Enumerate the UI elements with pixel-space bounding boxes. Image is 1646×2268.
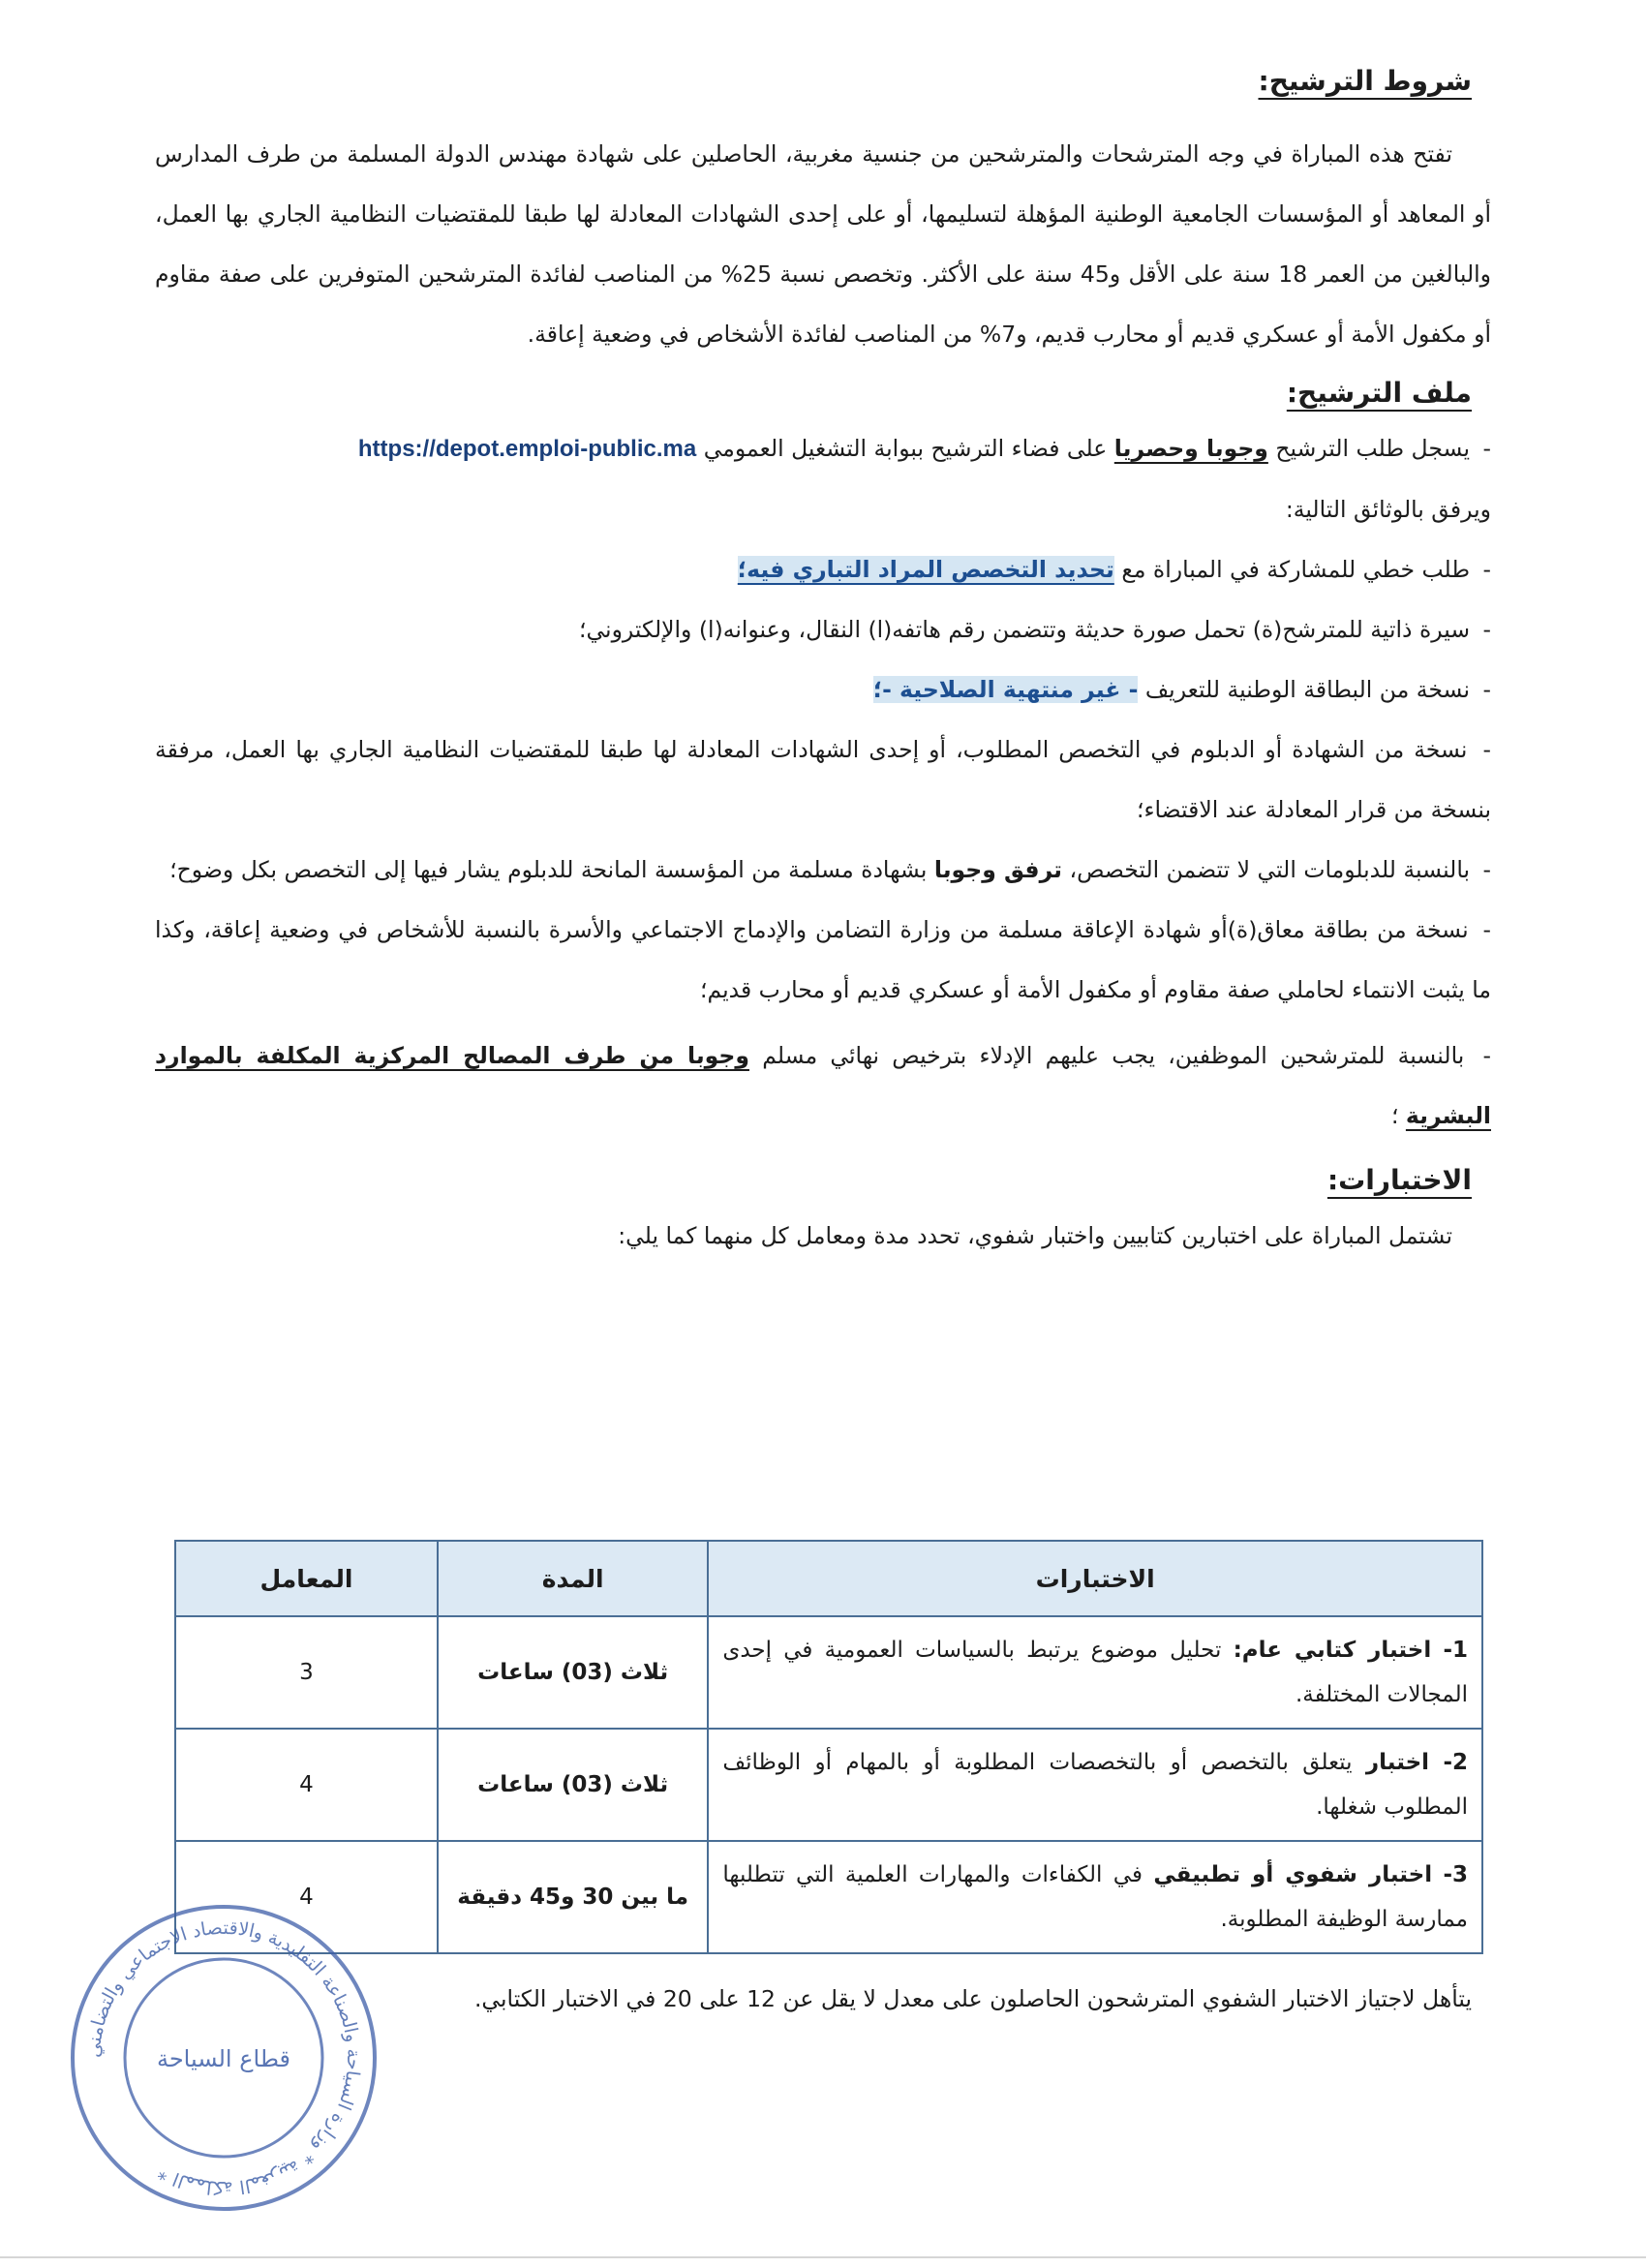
header-coef: المعامل — [175, 1541, 438, 1616]
file-intro-attachments: ويرفق بالوثائق التالية: — [1285, 496, 1491, 523]
exams-intro: تشتمل المباراة على اختبارين كتابيين واختبار شفوي، تحدد مدة ومعامل كل منهما كما يلي: — [618, 1222, 1452, 1249]
exam-description — [708, 1616, 1482, 1729]
official-stamp — [66, 1900, 381, 2216]
exam-number: 2- — [1443, 1750, 1469, 1775]
exam-title: اختبار شفوي أو تطبيقي — [1153, 1862, 1433, 1887]
file-item-4: - نسخة من الشهادة أو الدبلوم في التخصص المطلوب، أو إحدى الشهادات المعادلة لها طبقا للمقتضيات النظامية الجاري بها العمل، مرفقة بنسخة من قرار المعادلة عند الاقتضاء؛ — [155, 736, 1491, 823]
file-item-5-text-a: بالنسبة للدبلومات التي لا تتضمن التخصص، — [1069, 856, 1471, 883]
file-item-5: - بالنسبة للدبلومات التي لا تتضمن التخصص، ترفق وجوبا بشهادة مسلمة من المؤسسة المانحة للدبلوم يشار فيها إلى التخصص بكل وضوح؛ — [169, 856, 1491, 883]
header-exam: الاختبارات — [708, 1541, 1482, 1616]
document-body — [155, 56, 1491, 1266]
exam-detail: في الكفاءات والمهارات العلمية التي تتطلبها ممارسة الوظيفة المطلوبة. — [722, 1862, 1468, 1932]
exams-footnote: يتأهل لاجتياز الاختبار الشفوي المترشحون الحاصلون على معدل لا يقل عن 12 على 20 في الاختبار الكتابي. — [473, 1985, 1472, 2012]
file-item-3-text: نسخة من البطاقة الوطنية للتعريف — [1144, 676, 1471, 703]
exam-duration: ثلاث (03) ساعات — [438, 1616, 708, 1729]
file-item-7-text-a: بالنسبة للمترشحين الموظفين، يجب عليهم الإدلاء بترخيص نهائي مسلم — [762, 1042, 1465, 1069]
exam-coefficient: 4 — [175, 1841, 438, 1953]
exam-duration: ثلاث (03) ساعات — [438, 1729, 708, 1841]
file-item-4-text: نسخة من الشهادة أو الدبلوم في التخصص المطلوب، أو إحدى الشهادات المعادلة لها طبقا للمقتضيات النظامية الجاري بها العمل، مرفقة بنسخة من قرار المعادلة عند الاقتضاء؛ — [155, 736, 1491, 823]
exam-title: اختبار — [1365, 1750, 1430, 1775]
file-item-6-text: نسخة من بطاقة معاق(ة)أو شهادة الإعاقة مسلمة من وزارة التضامن والإدماج الاجتماعي والأسرة بالنسبة للأشخاص في وضعية إعاقة، وكذا ما يثبت الانتماء لحاملي صفة مقاوم أو مكفول الأمة أو عسكري قديم أو محارب قديم؛ — [155, 916, 1491, 1003]
conditions-heading: شروط الترشيح: — [1258, 65, 1472, 97]
file-item-6: - نسخة من بطاقة معاق(ة)أو شهادة الإعاقة مسلمة من وزارة التضامن والإدماج الاجتماعي والأسرة بالنسبة للأشخاص في وضعية إعاقة، وكذا ما يثبت الانتماء لحاملي صفة مقاوم أو مكفول الأمة أو عسكري قديم أو محارب قديم؛ — [155, 916, 1491, 1003]
file-intro-text-c: على فضاء الترشيح ببوابة التشغيل العمومي — [703, 435, 1108, 462]
exam-description — [708, 1729, 1482, 1841]
exams-table — [174, 1540, 1483, 1954]
file-item-1-highlight: تحديد التخصص المراد التباري فيه؛ — [737, 556, 1114, 583]
exam-duration: ما بين 30 و45 دقيقة — [438, 1841, 708, 1953]
file-intro-text-a: يسجل طلب الترشيح — [1275, 435, 1471, 462]
table-row — [175, 1729, 1482, 1841]
stamp-center-text: قطاع السياحة — [156, 2045, 291, 2072]
file-item-1: - طلب خطي للمشاركة في المباراة مع تحديد التخصص المراد التباري فيه؛ — [737, 556, 1491, 583]
stamp-ring-path: المملكة المغربية * وزارة السياحة والصناعة التقليدية والاقتصاد الاجتماعي والتضامني * — [82, 1916, 365, 2199]
file-heading: ملف الترشيح: — [1286, 377, 1472, 409]
file-item-1-text: طلب خطي للمشاركة في المباراة مع — [1121, 556, 1471, 583]
file-item-7-text-c: ؛ — [1390, 1102, 1399, 1129]
exam-title: اختبار كتابي عام: — [1233, 1638, 1432, 1663]
file-item-3: - نسخة من البطاقة الوطنية للتعريف - غير منتهية الصلاحية -؛ — [872, 676, 1491, 703]
conditions-paragraph: تفتح هذه المباراة في وجه المترشحات والمترشحين من جنسية مغربية، الحاصلين على شهادة مهندس الدولة المسلمة من طرف المدارس أو المعاهد أو المؤسسات الجامعية الوطنية المؤهلة لتسليمها، أو على إحدى الشهادات المعادلة لها طبقا للمقتضيات النظامية الجاري بها العمل، والبالغين من العمر 18 سنة على الأقل و45 سنة على الأكثر. وتخصص نسبة 25% من المناصب لفائدة المترشحين المتوفرين على صفة مقاوم أو مكفول الأمة أو عسكري قديم أو محارب قديم، و7% من المناصب لفائدة الأشخاص في وضعية إعاقة. — [155, 140, 1491, 348]
file-item-3-highlight: - غير منتهية الصلاحية -؛ — [872, 676, 1139, 703]
page-bottom-border — [0, 2256, 1646, 2258]
exam-detail: تحليل موضوع يرتبط بالسياسات العمومية في إحدى المجالات المختلفة. — [722, 1638, 1468, 1707]
exam-description — [708, 1841, 1482, 1953]
file-item-7-emphasis: وجوبا من طرف المصالح المركزية المكلفة بالموارد البشرية — [155, 1042, 1491, 1129]
file-item-5-emphasis: ترفق وجوبا — [933, 856, 1063, 883]
header-duration: المدة — [438, 1541, 708, 1616]
exam-coefficient: 3 — [175, 1616, 438, 1729]
exam-number: 3- — [1443, 1862, 1468, 1887]
file-item-7: - بالنسبة للمترشحين الموظفين، يجب عليهم الإدلاء بترخيص نهائي مسلم وجوبا من طرف المصالح المركزية المكلفة بالموارد البشرية ؛ — [155, 1042, 1491, 1129]
file-intro: - يسجل طلب الترشيح وجوبا وحصريا على فضاء الترشيح ببوابة التشغيل العمومي https://depot.emploi-public.ma — [357, 435, 1491, 462]
file-item-5-text-c: بشهادة مسلمة من المؤسسة المانحة للدبلوم يشار فيها إلى التخصص بكل وضوح؛ — [169, 856, 928, 883]
file-item-2: - سيرة ذاتية للمترشح(ة) تحمل صورة حديثة وتتضمن رقم هاتفه(ا) النقال، وعنوانه(ا) والإلكتروني؛ — [578, 616, 1491, 643]
exam-detail: يتعلق بالتخصص أو بالتخصصات المطلوبة أو بالمهام أو الوظائف المطلوب شغلها. — [722, 1750, 1468, 1820]
file-intro-emphasis: وجوبا وحصريا — [1113, 435, 1268, 462]
exams-table-header — [175, 1541, 1482, 1616]
portal-link[interactable]: https://depot.emploi-public.ma — [357, 436, 697, 462]
file-item-2-text: سيرة ذاتية للمترشح(ة) تحمل صورة حديثة وتتضمن رقم هاتفه(ا) النقال، وعنوانه(ا) والإلكتروني؛ — [578, 616, 1471, 643]
exam-coefficient: 4 — [175, 1729, 438, 1841]
table-row — [175, 1616, 1482, 1729]
exam-number: 1- — [1443, 1638, 1468, 1663]
exams-heading: الاختبارات: — [1326, 1164, 1472, 1196]
